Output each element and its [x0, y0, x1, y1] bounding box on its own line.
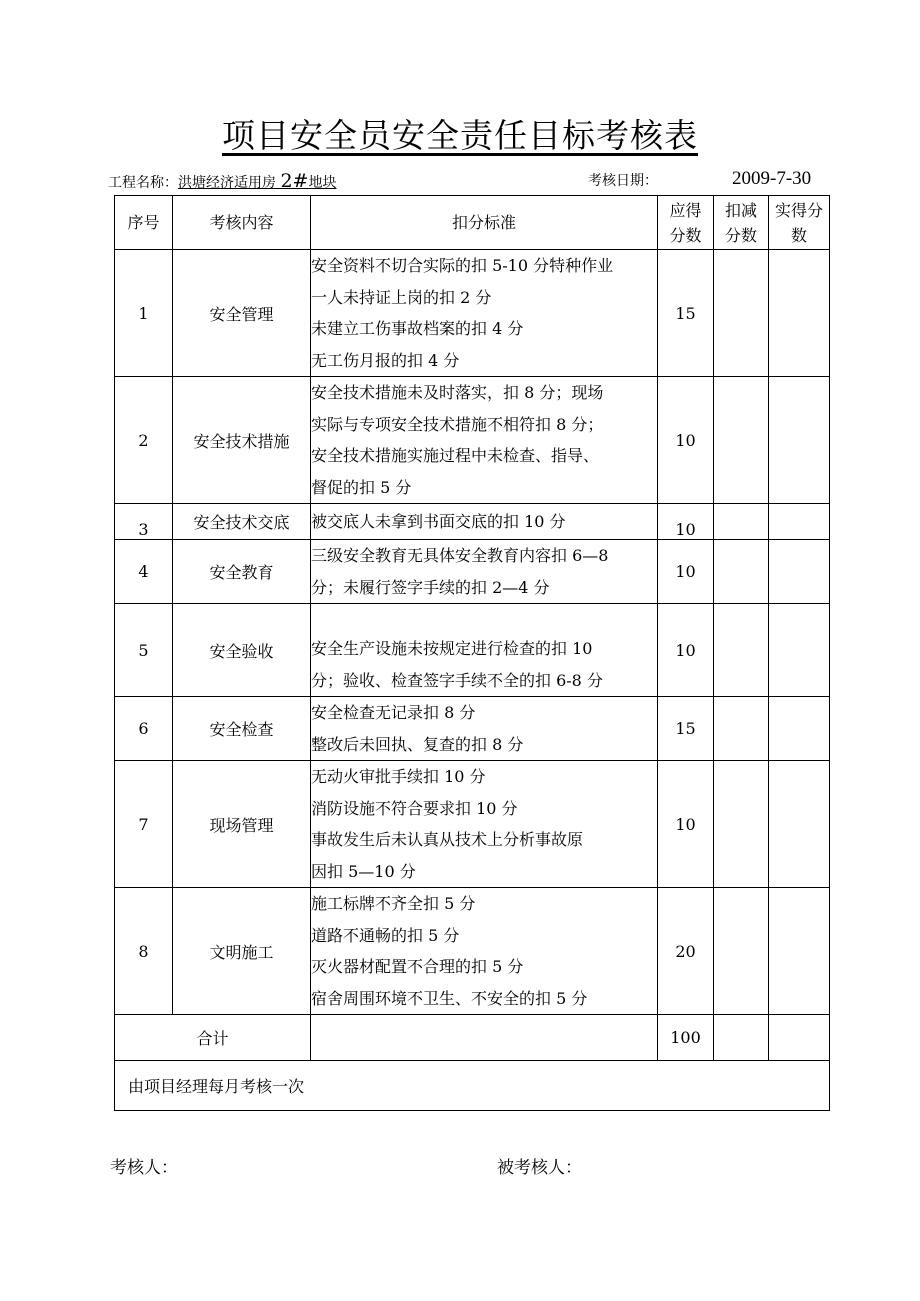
full-score: 15 — [658, 697, 714, 761]
date-label: 考核日期： — [588, 173, 658, 189]
row-number: 6 — [115, 697, 173, 761]
row-number: 2 — [115, 377, 173, 504]
deducted-score-cell[interactable] — [714, 540, 769, 604]
project-name-part-a: 洪塘经济适用房 — [178, 175, 276, 191]
header-actual-line2: 数 — [790, 225, 807, 245]
project-name-part-b: 2# — [280, 170, 309, 192]
criteria-line: 安全资料不切合实际的扣 5-10 分特种作业 — [311, 256, 614, 275]
assessment-item: 文明施工 — [173, 888, 311, 1015]
criteria-line: 分；验收、检查签字手续不全的扣 6-8 分 — [311, 670, 603, 690]
header-actual — [769, 196, 830, 250]
criteria-line: 安全检查无记录扣 8 分 — [311, 703, 476, 722]
full-score: 20 — [658, 888, 714, 1015]
deduction-criteria — [311, 250, 658, 377]
criteria-line: 整改后未回执、复查的扣 8 分 — [311, 734, 524, 754]
deducted-score-cell[interactable] — [714, 761, 769, 888]
table-row — [115, 604, 830, 697]
actual-score-cell[interactable] — [769, 540, 830, 604]
assessment-item: 安全验收 — [173, 604, 311, 697]
assessment-table — [114, 195, 830, 1111]
row-number: 3 — [115, 504, 173, 540]
project-name-line — [108, 170, 336, 192]
full-score: 10 — [658, 604, 714, 697]
criteria-line: 事故发生后未认真从技术上分析事故原 — [311, 830, 584, 849]
criteria-line: 安全生产设施未按规定进行检查的扣 10 — [311, 639, 593, 658]
assessment-item: 安全教育 — [173, 540, 311, 604]
table-row — [115, 250, 830, 377]
total-score: 100 — [658, 1015, 714, 1061]
deduction-criteria — [311, 604, 658, 697]
assessment-item: 安全技术交底 — [173, 504, 311, 540]
criteria-line: 督促的扣 5 分 — [311, 477, 412, 497]
assessment-item: 安全检查 — [173, 697, 311, 761]
deduction-criteria — [311, 761, 658, 888]
assessment-note: 由项目经理每月考核一次 — [115, 1061, 830, 1111]
deduction-criteria — [311, 697, 658, 761]
project-label: 工程名称： — [108, 175, 178, 191]
criteria-line: 三级安全教育无具体安全教育内容扣 6—8 — [311, 546, 609, 565]
full-score: 10 — [658, 540, 714, 604]
full-score: 10 — [658, 761, 714, 888]
assessment-date: 2009-7-30 — [732, 168, 812, 189]
page-title: 项目安全员安全责任目标考核表 — [222, 116, 698, 155]
full-score: 10 — [658, 377, 714, 504]
header-criteria: 扣分标准 — [311, 196, 658, 250]
table-row — [115, 761, 830, 888]
row-number: 8 — [115, 888, 173, 1015]
header-score — [658, 196, 714, 250]
row-number: 5 — [115, 604, 173, 697]
criteria-line: 分；未履行签字手续的扣 2—4 分 — [311, 577, 550, 597]
criteria-line: 未建立工伤事故档案的扣 4 分 — [311, 319, 524, 338]
deducted-score-cell[interactable] — [714, 604, 769, 697]
criteria-line: 无工伤月报的扣 4 分 — [311, 350, 460, 370]
assessor-signature-label: 考核人： — [110, 1158, 178, 1178]
deduction-criteria — [311, 540, 658, 604]
criteria-line: 灭火器材配置不合理的扣 5 分 — [311, 957, 524, 976]
total-row — [115, 1015, 830, 1061]
row-number: 7 — [115, 761, 173, 888]
deducted-score-cell[interactable] — [714, 377, 769, 504]
criteria-line: 消防设施不符合要求扣 10 分 — [311, 798, 518, 818]
header-seq: 序号 — [115, 196, 173, 250]
header-deduct-line2: 分数 — [724, 225, 757, 245]
table-row — [115, 697, 830, 761]
total-deducted-cell[interactable] — [714, 1015, 769, 1061]
header-content: 考核内容 — [173, 196, 311, 250]
header-deduct — [714, 196, 769, 250]
project-name — [178, 170, 337, 192]
table-row — [115, 504, 830, 540]
full-score: 10 — [658, 504, 714, 540]
project-name-part-c: 地块 — [308, 175, 337, 191]
criteria-line: 无动火审批手续扣 10 分 — [311, 767, 486, 786]
actual-score-cell[interactable] — [769, 604, 830, 697]
table-row — [115, 888, 830, 1015]
full-score: 15 — [658, 250, 714, 377]
total-actual-cell[interactable] — [769, 1015, 830, 1061]
criteria-line: 一人未持证上岗的扣 2 分 — [311, 287, 492, 307]
actual-score-cell[interactable] — [769, 888, 830, 1015]
deducted-score-cell[interactable] — [714, 250, 769, 377]
deducted-score-cell[interactable] — [714, 504, 769, 540]
deduction-criteria — [311, 377, 658, 504]
criteria-line: 施工标牌不齐全扣 5 分 — [311, 894, 476, 913]
header-score-line2: 分数 — [669, 225, 702, 245]
table-row — [115, 377, 830, 504]
assessment-item: 安全技术措施 — [173, 377, 311, 504]
actual-score-cell[interactable] — [769, 697, 830, 761]
note-row — [115, 1061, 830, 1111]
row-number: 4 — [115, 540, 173, 604]
deduction-criteria — [311, 504, 658, 540]
table-row — [115, 540, 830, 604]
total-criteria-cell — [311, 1015, 658, 1061]
header-deduct-line1: 扣减 — [724, 200, 757, 220]
criteria-line: 道路不通畅的扣 5 分 — [311, 925, 460, 945]
header-score-line1: 应得 — [669, 200, 702, 220]
deducted-score-cell[interactable] — [714, 697, 769, 761]
header-actual-line1: 实得分 — [774, 200, 823, 220]
criteria-line: 安全技术措施实施过程中未检查、指导、 — [311, 446, 600, 465]
criteria-line: 实际与专项安全技术措施不相符扣 8 分； — [311, 414, 604, 434]
criteria-line: 宿舍周围环境不卫生、不安全的扣 5 分 — [311, 988, 588, 1008]
table-header-row — [115, 196, 830, 250]
assessment-item: 安全管理 — [173, 250, 311, 377]
actual-score-cell[interactable] — [769, 504, 830, 540]
deducted-score-cell[interactable] — [714, 888, 769, 1015]
actual-score-cell[interactable] — [769, 377, 830, 504]
criteria-line: 被交底人未拿到书面交底的扣 10 分 — [311, 511, 566, 531]
criteria-line: 因扣 5—10 分 — [311, 861, 416, 881]
actual-score-cell[interactable] — [769, 250, 830, 377]
total-label: 合计 — [115, 1015, 311, 1061]
assessment-item: 现场管理 — [173, 761, 311, 888]
row-number: 1 — [115, 250, 173, 377]
deduction-criteria — [311, 888, 658, 1015]
assessee-signature-label: 被考核人： — [497, 1158, 582, 1178]
criteria-line: 安全技术措施未及时落实，扣 8 分；现场 — [311, 383, 604, 402]
actual-score-cell[interactable] — [769, 761, 830, 888]
